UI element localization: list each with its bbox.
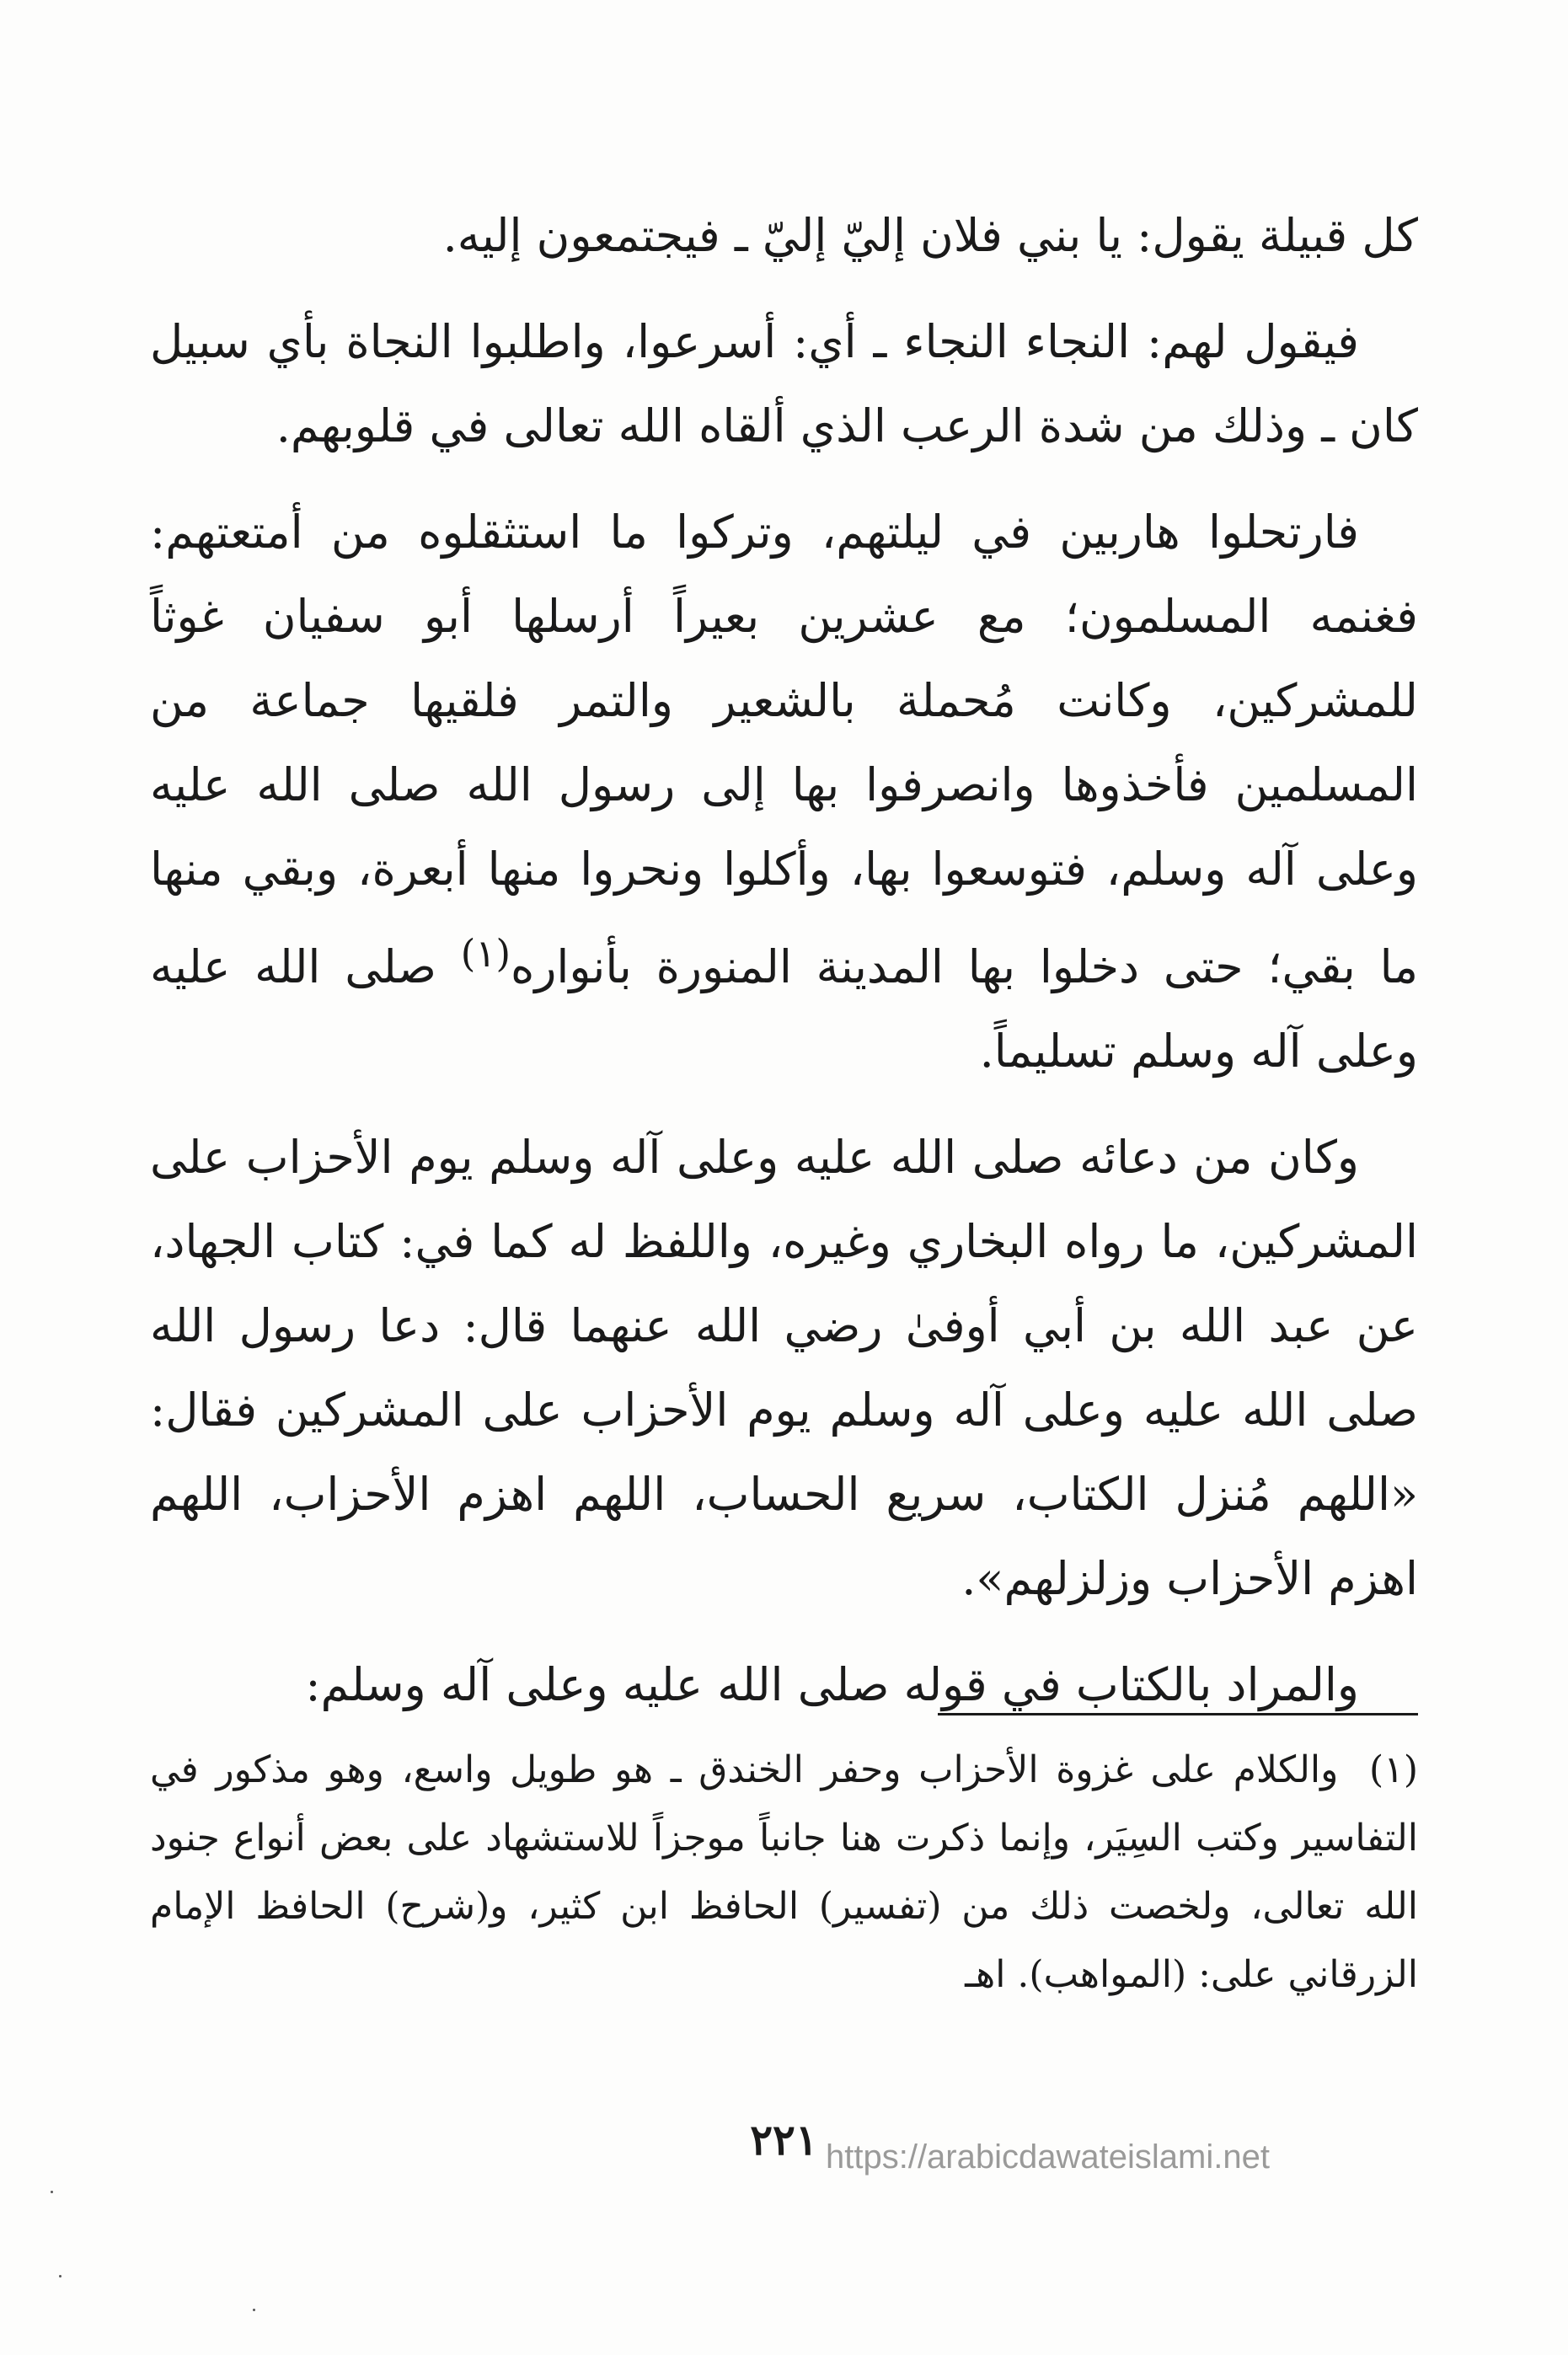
- paragraph-3: [150, 490, 1418, 1094]
- page-number: ٢٢١: [750, 2115, 818, 2165]
- scan-speck: [253, 2309, 255, 2311]
- watermark-url: https://arabicdawateislami.net: [826, 2138, 1270, 2176]
- paragraph-4: وكان من دعائه صلى الله عليه وعلى آله وسلم يوم الأحزاب على المشركين، ما رواه البخاري وغيره، واللفظ له كما في: كتاب الجهاد، عن عبد الله بن أبي أوفىٰ رضي الله عنهما قال: دعا رسول الله صلى الله عليه وعلى آله وسلم يوم الأحزاب على المشركين فقال: «اللهم مُنزل الكتاب، سريع الحساب، اللهم اهزم الأحزاب، اللهم اهزم الأحزاب وزلزلهم».: [150, 1131, 1418, 1605]
- footnote-text: والكلام على غزوة الأحزاب وحفر الخندق ـ هو طويل واسع، وهو مذكور في التفاسير وكتب السِيَر، وإنما ذكرت هنا جانباً موجزاً للاستشهاد على بعض أنواع جنود الله تعالى، ولخصت ذلك من (تفسير) الحافظ ابن كثير، و(شرح) الحافظ الإمام الزرقاني على: (المواهب). اهـ: [150, 1748, 1418, 1996]
- paragraph-2: فيقول لهم: النجاء النجاء ـ أي: أسرعوا، واطلبوا النجاة بأي سبيل كان ـ وذلك من شدة الرعب الذي ألقاه الله تعالى في قلوبهم.: [150, 315, 1418, 452]
- scan-speck: [51, 2191, 53, 2193]
- footnote-divider: [938, 1713, 1418, 1715]
- footnote-marker: (١): [1369, 1748, 1418, 1791]
- scan-speck: [59, 2275, 62, 2277]
- paragraph-1: كل قبيلة يقول: يا بني فلان إليّ إليّ ـ فيجتمعون إليه.: [442, 209, 1418, 262]
- footnote-reference: (١): [460, 931, 511, 976]
- footnote: [150, 1736, 1418, 2009]
- paragraph-3-body: فارتحلوا هاربين في ليلتهم، وتركوا ما استثقلوه من أمتعتهم: فغنمه المسلمون؛ مع عشرين بعيراً أرسلها أبو سفيان غوثاً للمشركين، وكانت مُحملة بالشعير والتمر فلقيها جماعة من المسلمين فأخذوها وانصرفوا بها إلى رسول الله صلى الله عليه وعلى آله وسلم، فتوسعوا بها، وأكلوا ونحروا منها أبعرة، وبقي منها ما بقي؛ حتى دخلوا بها المدينة المنورة بأنواره: [150, 506, 1418, 993]
- main-text: [150, 194, 1418, 1749]
- paragraph-3-tail: صلى الله عليه وعلى آله وسلم تسليماً.: [150, 940, 1418, 1078]
- paragraph-5: والمراد بالكتاب في قوله صلى الله عليه وعلى آله وسلم:: [305, 1658, 1359, 1711]
